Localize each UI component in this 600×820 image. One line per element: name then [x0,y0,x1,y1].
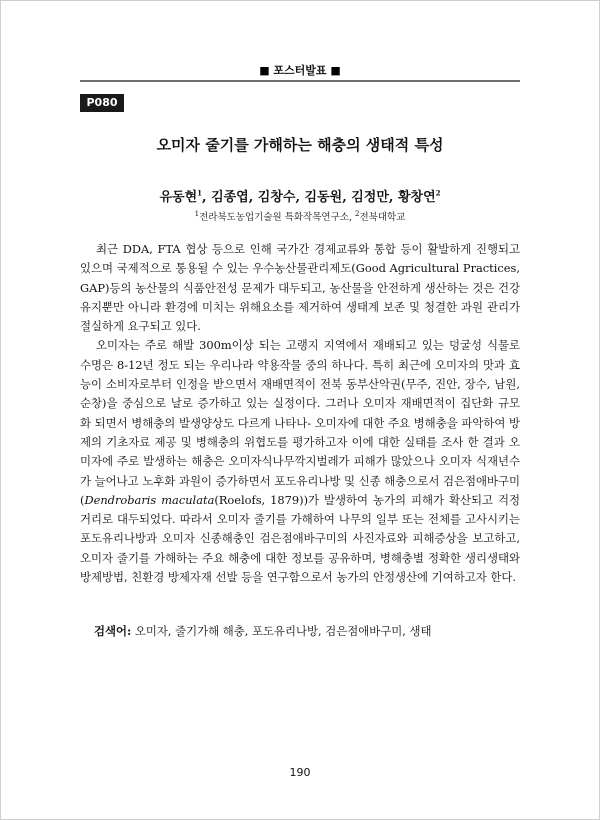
species-name: Dendrobaris maculata [84,492,215,507]
keywords-text: 오미자, 줄기가해 해충, 포도유리나방, 검은점애바구미, 생태 [134,624,432,638]
affiliation-org: 전북대학교 [359,212,406,223]
first-author: 유동현 [159,190,198,205]
poster-id-badge: P080 [80,94,124,112]
keywords [94,622,520,641]
header-rule [80,80,520,82]
affiliation-superscript: 1 [194,209,200,218]
keywords-label: 검색어: [94,624,132,638]
abstract-paragraph: 최근 DDA, FTA 협상 등으로 인해 국가간 경제교류와 통합 등이 활발하게 진행되고 있으며 국제적으로 통용될 수 있는 우수농산물관리제도(Good Agricultural Practices, GAP)등의 농산물의 식품안전성 문제가 대두되고, 농산물을 안전하게 생산하는 것은 건강 유지뿐만 아니라 환경에 미치는 위해요소를 제거하여 생태계 보존 및 청결한 과원 관리가 절실하게 요구되고 있다. [80,242,520,334]
paragraph-text: (Roelofs, 1879))가 발생하여 농가의 피해가 확산되고 걱정거리로 대두되었다. 따라서 오미자 줄기를 가해하여 나무의 일부 또는 전체를 고사시키는 포도유리나방과 오미자 신종해충인 검은점애바구미의 사진자료와 피해증상을 보고하고, 오미자 줄기를 가해하는 주요 해충에 대한 정보를 공유하며, 병해충별 정확한 생리생태와 방제방법, 친환경 방제자재 선발 등을 연구함으로서 농가의 안정생산에 기여하고자 한다. [80,492,520,585]
co-authors: , 김종엽, 김창수, 김동원, 김정만, 황창연 [202,190,436,205]
paragraph-text: 오미자는 주로 해발 300m이상 되는 고랭지 지역에서 재배되고 있는 덩굴성 식물로 수명은 8-12년 정도 되는 우리나라 약용작물 중의 하나다. 특히 최근에 오미자의 맛과 효능이 소비자로부터 인정을 받으면서 재배면적이 전북 동부산악권(무주, 진안, 장수, 남원, 순창)을 중심으로 날로 증가하고 있는 실정이다. 그러나 오미자 재배면적이 집단화 규모화 되면서 병해충의 발생양상도 다르게 나타나- 오미자에 대한 주요 병해충을 파악하여 방제의 기초자료 제공 및 병해충의 위협도를 평가하고자 이에 대한 실태를 조사 한 결과 오미자에 주로 발생하는 해충은 오미자식나무깍지벌레가 피해가 많았으나 오미자 식재년수가 늘어나고 노후화 과원이 증가하면서 포도유리나방 및 신종 해충으로서 검은점애바구미( [80,338,520,507]
affiliation-org: 전라북도농업기술원 특화작목연구소, [199,212,352,223]
page-number: 190 [289,766,311,779]
affiliation-superscript: 2 [355,209,360,218]
section-header: ■ 포스터발표 ■ [259,64,341,77]
affiliation [0,209,600,223]
abstract-body [80,240,520,587]
author-list [0,186,600,205]
author-superscript: 1 [197,188,203,198]
abstract-paragraph [80,336,520,587]
paper-title: 오미자 줄기를 가해하는 해충의 생태적 특성 [156,136,444,154]
author-superscript: 2 [435,188,441,198]
